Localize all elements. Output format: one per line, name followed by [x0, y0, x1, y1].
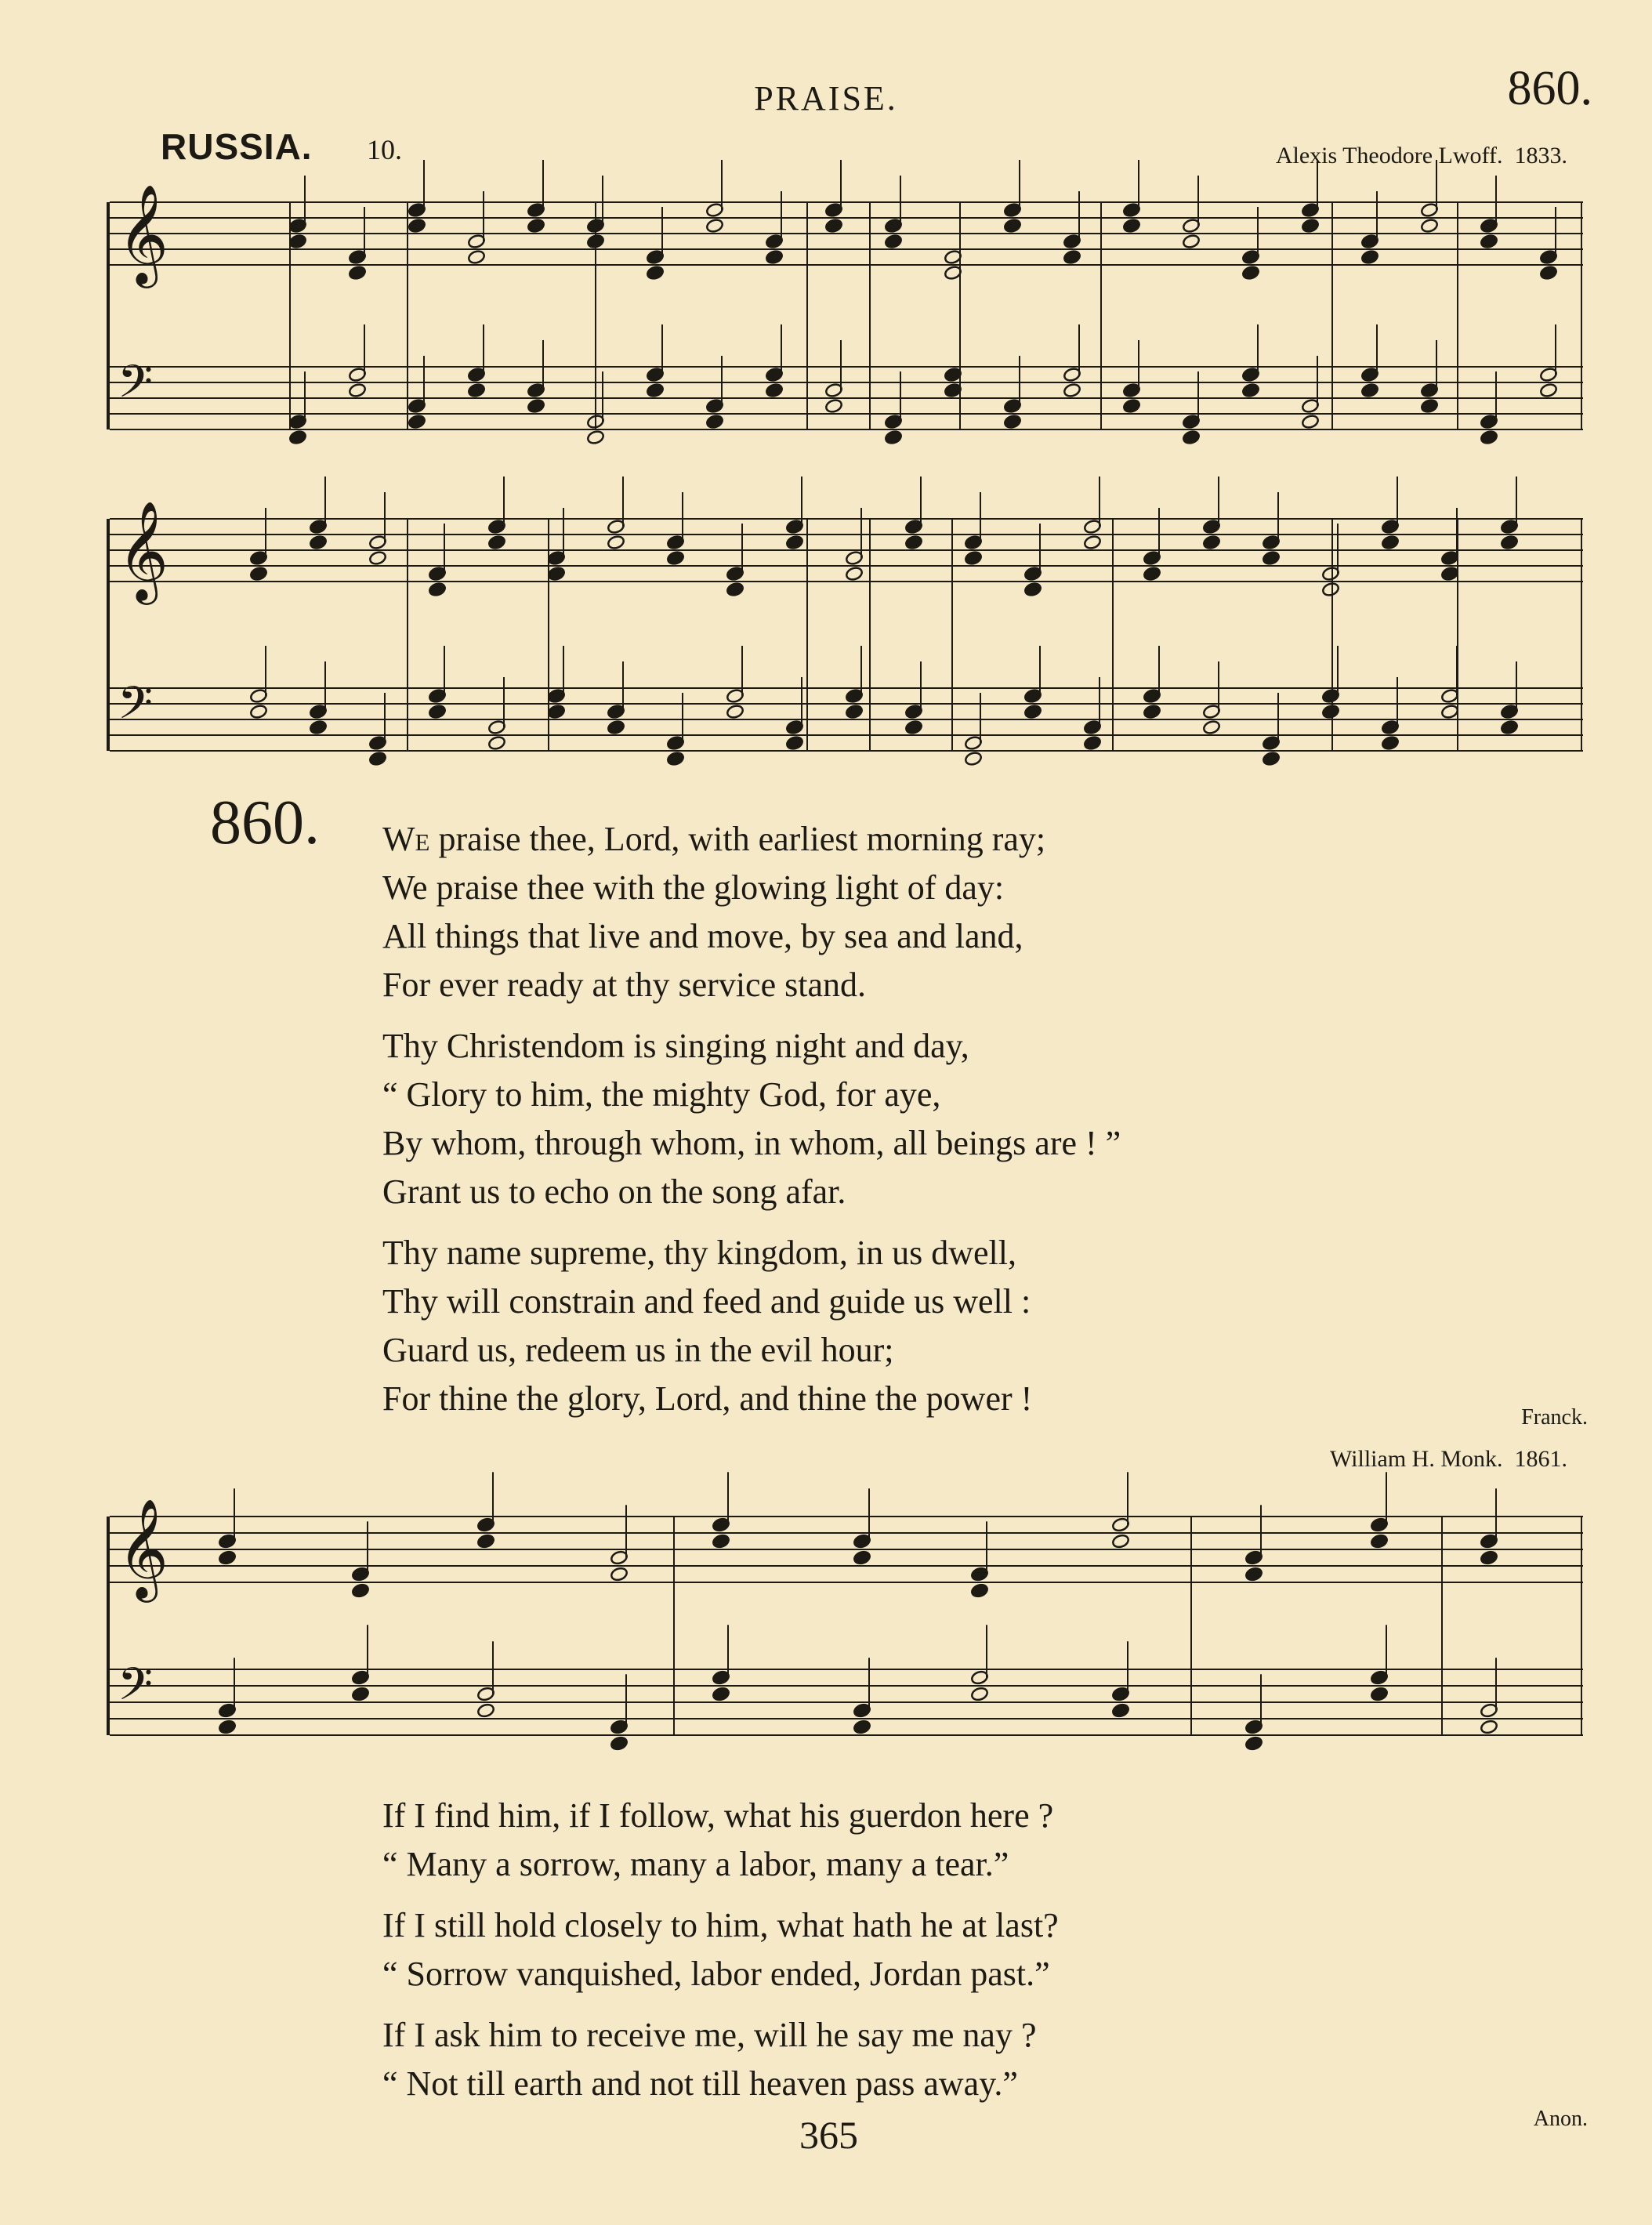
bass-clef-icon: 𝄢 — [118, 676, 154, 741]
lyric-line: Grant us to echo on the song afar. — [382, 1172, 846, 1211]
note-head — [1202, 535, 1221, 550]
note-head — [408, 218, 426, 234]
note-head — [970, 1687, 989, 1702]
note-head — [288, 234, 307, 249]
lyric-line: “ Not till earth and not till heaven pass away.” — [382, 2064, 1018, 2103]
note-head — [1063, 249, 1081, 265]
note-head — [1182, 429, 1201, 445]
note-head — [1420, 398, 1439, 414]
composer-name: Alexis Theodore Lwoff. — [1275, 143, 1503, 169]
lyric-line: All things that live and move, by sea and land, — [382, 917, 1023, 955]
note-head — [610, 1736, 629, 1752]
lyric-line: If I ask him to receive me, will he say me nay ? — [382, 2016, 1037, 2054]
section-title: PRAISE. — [754, 79, 898, 118]
note-head — [646, 265, 665, 281]
note-head — [547, 566, 566, 582]
note-head — [467, 382, 486, 398]
lyric-line: We praise thee with the glowing light of day: — [382, 868, 1005, 907]
note-head — [845, 704, 864, 719]
second-hymn-lyrics — [382, 1792, 1059, 2108]
note-head — [1241, 265, 1260, 281]
note-head — [1023, 582, 1042, 597]
note-head — [1244, 1736, 1263, 1752]
hymn-number: 860. — [210, 788, 320, 857]
note-head — [368, 550, 387, 566]
note-head — [348, 265, 367, 281]
hymn-lyrics — [382, 815, 1121, 1423]
note-head — [1500, 719, 1519, 735]
note-head — [309, 535, 328, 550]
lyric-line: Guard us, redeem us in the evil hour; — [382, 1331, 894, 1369]
note-head — [1111, 1703, 1130, 1719]
lyric-line — [382, 815, 1121, 864]
note-head — [467, 249, 486, 265]
note-head — [428, 704, 447, 719]
note-head — [853, 1550, 871, 1566]
note-head — [288, 429, 307, 445]
stanza — [382, 815, 1121, 1009]
note-head — [1143, 566, 1161, 582]
note-head — [1539, 382, 1558, 398]
note-head — [1381, 735, 1400, 751]
stanza-gap — [382, 1009, 1121, 1022]
note-head — [1122, 398, 1141, 414]
note-head — [218, 1550, 237, 1566]
lyric-line: By whom, through whom, in whom, all beings are ! ” — [382, 1124, 1121, 1162]
note-head — [785, 735, 804, 751]
note-head — [1241, 382, 1260, 398]
note-head — [487, 735, 506, 751]
lyric-line: For ever ready at thy service stand. — [382, 966, 866, 1004]
note-head — [586, 429, 605, 445]
note-head — [1182, 234, 1201, 249]
note-head — [547, 704, 566, 719]
lyric-line: If I find him, if I follow, what his guerdon here ? — [382, 1796, 1054, 1835]
note-head — [666, 751, 685, 766]
lyric-line: “ Many a sorrow, many a labor, many a tear.” — [382, 1845, 1009, 1883]
note-head — [726, 582, 744, 597]
note-head — [607, 719, 625, 735]
note-head — [1111, 1534, 1130, 1549]
note-head — [1480, 1719, 1498, 1735]
note-head — [1370, 1534, 1389, 1549]
note-head — [1202, 719, 1221, 735]
note-head — [646, 382, 665, 398]
note-head — [1420, 218, 1439, 234]
note-head — [824, 218, 843, 234]
note-head — [1321, 582, 1340, 597]
note-head — [527, 398, 545, 414]
note-head — [785, 535, 804, 550]
second-tune-composer — [1330, 1446, 1567, 1473]
note-head — [1360, 382, 1379, 398]
second-composer-name: William H. Monk. — [1330, 1446, 1503, 1472]
note-head — [824, 398, 843, 414]
note-head — [1063, 382, 1081, 398]
note-head — [476, 1534, 495, 1549]
bass-clef-icon: 𝄢 — [118, 355, 154, 419]
lyric-text: praise thee, Lord, with earliest morning ray; — [429, 820, 1046, 858]
note-head — [1301, 414, 1320, 429]
note-head — [1143, 704, 1161, 719]
note-head — [351, 1583, 370, 1599]
tune-name: RUSSIA. — [161, 126, 313, 167]
note-head — [610, 1567, 629, 1582]
lyric-line: For thine the glory, Lord, and thine the power ! — [382, 1379, 1033, 1418]
composer-year: 1833. — [1514, 143, 1567, 169]
note-head — [309, 719, 328, 735]
note-head — [249, 566, 268, 582]
note-head — [487, 535, 506, 550]
note-head — [1480, 1550, 1498, 1566]
note-head — [1539, 265, 1558, 281]
note-head — [970, 1583, 989, 1599]
first-word: We — [382, 820, 430, 858]
note-head — [476, 1703, 495, 1719]
note-head — [1500, 535, 1519, 550]
note-head — [1360, 249, 1379, 265]
lyric-line: “ Sorrow vanquished, labor ended, Jordan past.” — [382, 1955, 1050, 1993]
note-head — [904, 719, 923, 735]
note-head — [1023, 704, 1042, 719]
note-head — [1083, 735, 1102, 751]
note-head — [712, 1534, 730, 1549]
stanza — [382, 1229, 1121, 1423]
bass-clef-icon: 𝄢 — [118, 1658, 154, 1722]
note-head — [586, 234, 605, 249]
note-head — [408, 414, 426, 429]
stanza — [382, 1792, 1059, 1889]
note-head — [1381, 535, 1400, 550]
note-head — [1440, 704, 1459, 719]
note-head — [1083, 535, 1102, 550]
second-hymn-author: Anon. — [1533, 2107, 1588, 2131]
note-head — [249, 704, 268, 719]
lyric-line: If I still hold closely to him, what hath he at last? — [382, 1906, 1059, 1944]
note-head — [351, 1687, 370, 1702]
stanza-gap — [382, 1216, 1121, 1229]
note-head — [1003, 218, 1022, 234]
note-head — [527, 218, 545, 234]
note-head — [1244, 1567, 1263, 1582]
note-head — [1301, 218, 1320, 234]
note-head — [368, 751, 387, 766]
note-head — [705, 218, 724, 234]
lyric-line: Thy will constrain and feed and guide us well : — [382, 1282, 1031, 1321]
treble-clef-icon: 𝄞 — [118, 500, 169, 600]
note-head — [964, 550, 983, 566]
stanza-gap — [382, 1999, 1059, 2011]
note-head — [1321, 704, 1340, 719]
stanza — [382, 1901, 1059, 1999]
note-head — [1262, 751, 1281, 766]
note-head — [1440, 566, 1459, 582]
note-head — [884, 429, 903, 445]
note-head — [845, 566, 864, 582]
note-head — [765, 382, 784, 398]
second-composer-year: 1861. — [1514, 1446, 1567, 1472]
lyric-line: “ Glory to him, the mighty God, for aye, — [382, 1075, 941, 1114]
stanza-gap — [382, 1889, 1059, 1901]
note-head — [884, 234, 903, 249]
note-head — [765, 249, 784, 265]
note-head — [904, 535, 923, 550]
lyric-line: Thy Christendom is singing night and day, — [382, 1027, 969, 1065]
note-head — [1480, 429, 1498, 445]
note-head — [428, 582, 447, 597]
tune-meter: 10. — [367, 134, 402, 165]
note-head — [348, 382, 367, 398]
note-head — [607, 535, 625, 550]
note-head — [1370, 1687, 1389, 1702]
hymn-author: Franck. — [1521, 1405, 1588, 1430]
note-head — [1262, 550, 1281, 566]
note-head — [1003, 414, 1022, 429]
stanza — [382, 1022, 1121, 1216]
note-head — [1122, 218, 1141, 234]
note-head — [712, 1687, 730, 1702]
note-head — [1480, 234, 1498, 249]
note-head — [218, 1719, 237, 1735]
treble-clef-icon: 𝄞 — [118, 1498, 169, 1598]
stanza — [382, 2011, 1059, 2108]
note-head — [964, 751, 983, 766]
note-head — [705, 414, 724, 429]
page-number: 365 — [799, 2113, 858, 2157]
note-head — [666, 550, 685, 566]
lyric-line: Thy name supreme, thy kingdom, in us dwell, — [382, 1234, 1016, 1272]
note-head — [726, 704, 744, 719]
treble-clef-icon: 𝄞 — [118, 183, 169, 284]
page-hymn-number: 860. — [1507, 62, 1592, 115]
note-head — [853, 1719, 871, 1735]
